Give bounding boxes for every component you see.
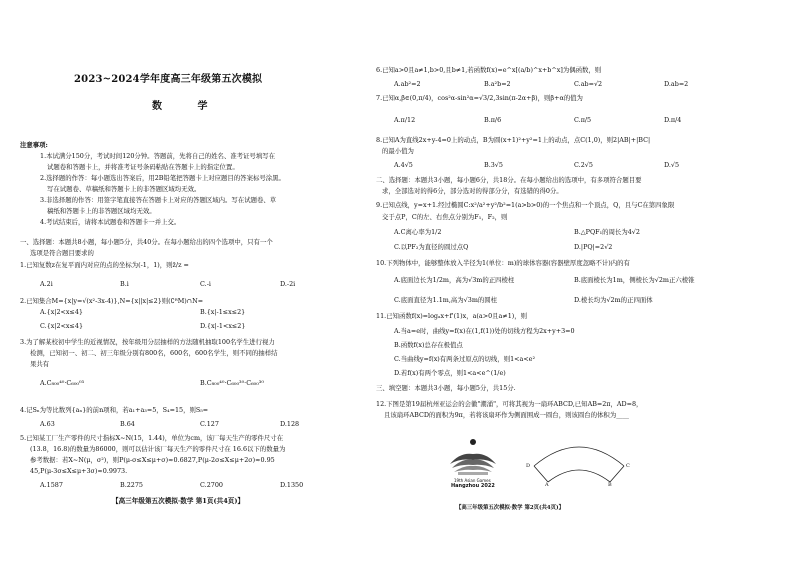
q2-option: C.{x|2<x≤4} [40,322,84,330]
note-line: 写在试题卷、草稿纸和答题卡上的非答题区域均无效。 [47,185,201,193]
section2-heading: 二、选择题：本题共3小题，每小题6分，共18分。在每小题给出的选项中，有多项符合题目要 [376,176,642,184]
q9-option: D.|PQ|=2√2 [574,243,613,251]
question-9: 交于点P，C的左、右焦点分别为F₁，F₂，则 [382,213,508,221]
question-8: 的最小值为 [382,147,414,155]
q10-option: A.底面边长为1/2m，高为√3m的正四棱柱 [394,276,515,284]
q10-option: C.底面直径为1.1m,高为√3m的圆柱 [394,296,498,304]
fan-label-b: B [608,482,612,488]
fan-ring-graphic [520,434,638,494]
q3-option: B.C₈₀₀⁴⁰·C₆₀₀³⁰·C₆₀₀³⁰ [200,379,264,387]
fan-label-a: A [545,482,549,488]
q8-option: B.3√5 [484,161,503,169]
note-line: 4.考试结束后，请将本试题卷和答题卡一并上交。 [40,218,181,226]
q6-option: C.ab=√2 [574,80,603,88]
question-3: 果共有 [30,360,50,368]
q6-option: A.ab²=2 [394,80,421,88]
page-footer: 【高三年级第五次模拟·数学 第1页(共4页)】 [112,497,245,505]
question-5: 5.已知某工厂生产零件的尺寸指标X~N(15，1.44)，单位为cm，该厂每天生产的零件尺寸在 [20,434,284,442]
note-line: 1.本试满分150分，考试时间120分钟。答题前，先将自己的姓名、准考证号填写在 [40,152,275,160]
question-8: 8.已知A为直线2x+y-4=0上的动点，B为圆(x+1)²+y²=1上的动点，点C(1,0)，则2|AB|+|BC| [376,136,651,144]
subject-title: 数 学 [152,101,224,112]
notes-title: 注意事项: [20,141,48,149]
question-2: 2.已知集合M={x|y=√(x²-3x-4)},N={x||x|≤2}则(∁ᴿM)∩N= [20,297,204,305]
question-12: 12.下图是第19届杭州亚运会的会徽"潮涌"，可将其视为一扇环ABCD,已知AB=2π，AD=8， [376,400,643,408]
q8-option: A.4√5 [394,161,413,169]
q4-option: D.128 [280,420,300,428]
q7-option: B.π/6 [484,116,502,124]
q4-option: A.63 [40,420,55,428]
q5-option: A.1587 [40,481,63,489]
q7-option: A.π/12 [394,116,416,124]
q11-option: C.当曲线y=f(x)有两条过原点的切线，则1<a<e² [394,355,536,363]
q8-option: D.√5 [664,161,680,169]
q10-option: B.底面棱长为1m，侧棱长为√2m正六棱锥 [574,276,695,284]
question-5: 45,P(μ-3σ≤X≤μ+3σ)≈0.9973. [30,467,128,475]
q4-option: B.64 [120,420,135,428]
question-12: 且该扇环ABCD的面积为9π，若将该扇环作为侧面围成一圆台，则该圆台的体积为____ [384,411,629,419]
note-line: 3.非选择题的作答：用签字笔直接答在答题卡上对应的答题区域内。写在试题卷、草 [40,196,277,204]
q8-option: C.2√5 [574,161,593,169]
question-7: 7.已知α,β∈(0,π/4)，cos²α-sin²α=√3/2,3sin(π-2α+β)，则β+α的值为 [376,94,583,102]
q9-option: C.以PF₂为直径的圆过点Q [394,243,469,251]
q11-option: A.当a=e时，曲线y=f(x)在(1,f(1))处的切线方程为2x+y+3=0 [394,327,575,335]
asian-games-logo [440,438,506,492]
question-3: 检测，已知初一、初二、初三年级分别有800名，600名，600名学生，则不同的抽样结 [30,349,278,357]
q11-option: D.若f(x)有两个零点，则1<a<e^(1/e) [394,369,506,377]
question-11: 11.已知函数f(x)=logₐx+f'(1)x，a(a>0且a≠1)，则 [376,312,528,320]
q2-option: B.{x|-1≤x≤2} [200,308,246,316]
q1-option: D.-2i [280,280,296,288]
logo-caption: 19th Asian Games [454,478,491,483]
q1-option: C.-i [200,280,211,288]
section1-heading: 选项是符合题目要求的 [30,249,94,257]
q9-option: B.△PQF₁的周长为4√2 [574,228,640,236]
question-5: (13.8，16.8)的数量为86000，则可以估计该厂每天生产的零件尺寸在 16.6以下的数量为 [30,445,286,453]
q5-option: D.1350 [280,481,304,489]
q11-option: B.函数f(x)总存在极值点 [394,341,463,349]
section1-heading: 一、选择题：本题共8小题，每小题5分，共40分。在每小题给出的四个选项中，只有一个 [20,238,273,246]
question-4: 4.记Sₙ为等比数列{aₙ}的前n项和，若a₁+a₃=5，S₄=15，则S₅= [20,406,209,414]
exam-title: 2023~2024学年度高三年级第五次模拟 [74,74,263,85]
note-line: 稿纸和答题卡上的非答题区域均无效。 [47,207,156,215]
section3-heading: 三、填空题：本题共3小题，每小题5分，共15分. [376,384,516,392]
page-footer: 【高三年级第五次模拟·数学 第2页(共4页)】 [456,505,564,511]
question-6: 6.已知a>0且a≠1,b>0,且b≠1,若函数f(x)=e^x[(a/b)^x+b^x]为偶函数，则 [376,66,602,74]
logo-caption: Hangzhou 2022 [451,483,495,489]
question-9: 9.已知点线，y=x+1.经过椭圆C:x²/a²+y²/b²=1(a>b>0)的一个焦点和一个顶点，Q，且与C在第四象限 [376,201,675,209]
left-page [0,0,386,561]
fan-ring-diagram [520,434,638,494]
q2-option: D.{x|-1<x≤2} [200,322,246,330]
q9-option: A.C离心率为1/2 [394,228,442,236]
q5-option: C.2700 [200,481,223,489]
q3-option: A.C₈₀₀⁴⁰·C₆₀₀⁰³ [40,379,85,387]
question-3: 3.为了解某校初中学生的近视情况，按年级用分层抽样的方法随机抽取100名学生进行视力 [20,338,275,346]
q7-option: C.π/5 [574,116,592,124]
q1-option: A.2i [40,280,53,288]
note-line: 试题卷和答题卡上，并将准考证号条码粘贴在答题卡上的指定位置。 [47,163,239,171]
q6-option: D.ab=2 [664,80,689,88]
question-10: 10.下列物体中，能够整体放入半径为1(单位：m)的球体容器(容器壁厚度忽略不计)内的有 [376,259,630,267]
section2-heading: 求，全部选对的得6分，部分选对的得部分分，有选错的得0分。 [382,187,563,195]
question-5: 参考数据：若X~N(μ，σ²)，则P(μ-σ≤X≤μ+σ)≈0.6827,P(μ-2σ≤X≤μ+2σ)≈0.95 [30,456,275,464]
q6-option: B.a²b=2 [484,80,511,88]
note-line: 2.选择题的作答：每小题选出答案后，用2B铅笔把答题卡上对应题目的答案标号涂黑。 [40,174,285,182]
question-1: 1.已知复数z在复平面内对应的点的坐标为(-1，1)，则z̄/z = [20,261,189,269]
q10-option: D.棱长均为√2m的正四面体 [574,296,653,304]
fan-label-c: C [626,463,630,469]
q5-option: B.2275 [120,481,143,489]
q2-option: A.{x|2<x≤4} [40,308,83,316]
q1-option: B.i [120,280,129,288]
q4-option: C.127 [200,420,219,428]
fan-label-d: D [526,463,531,469]
q7-option: D.π/4 [664,116,682,124]
